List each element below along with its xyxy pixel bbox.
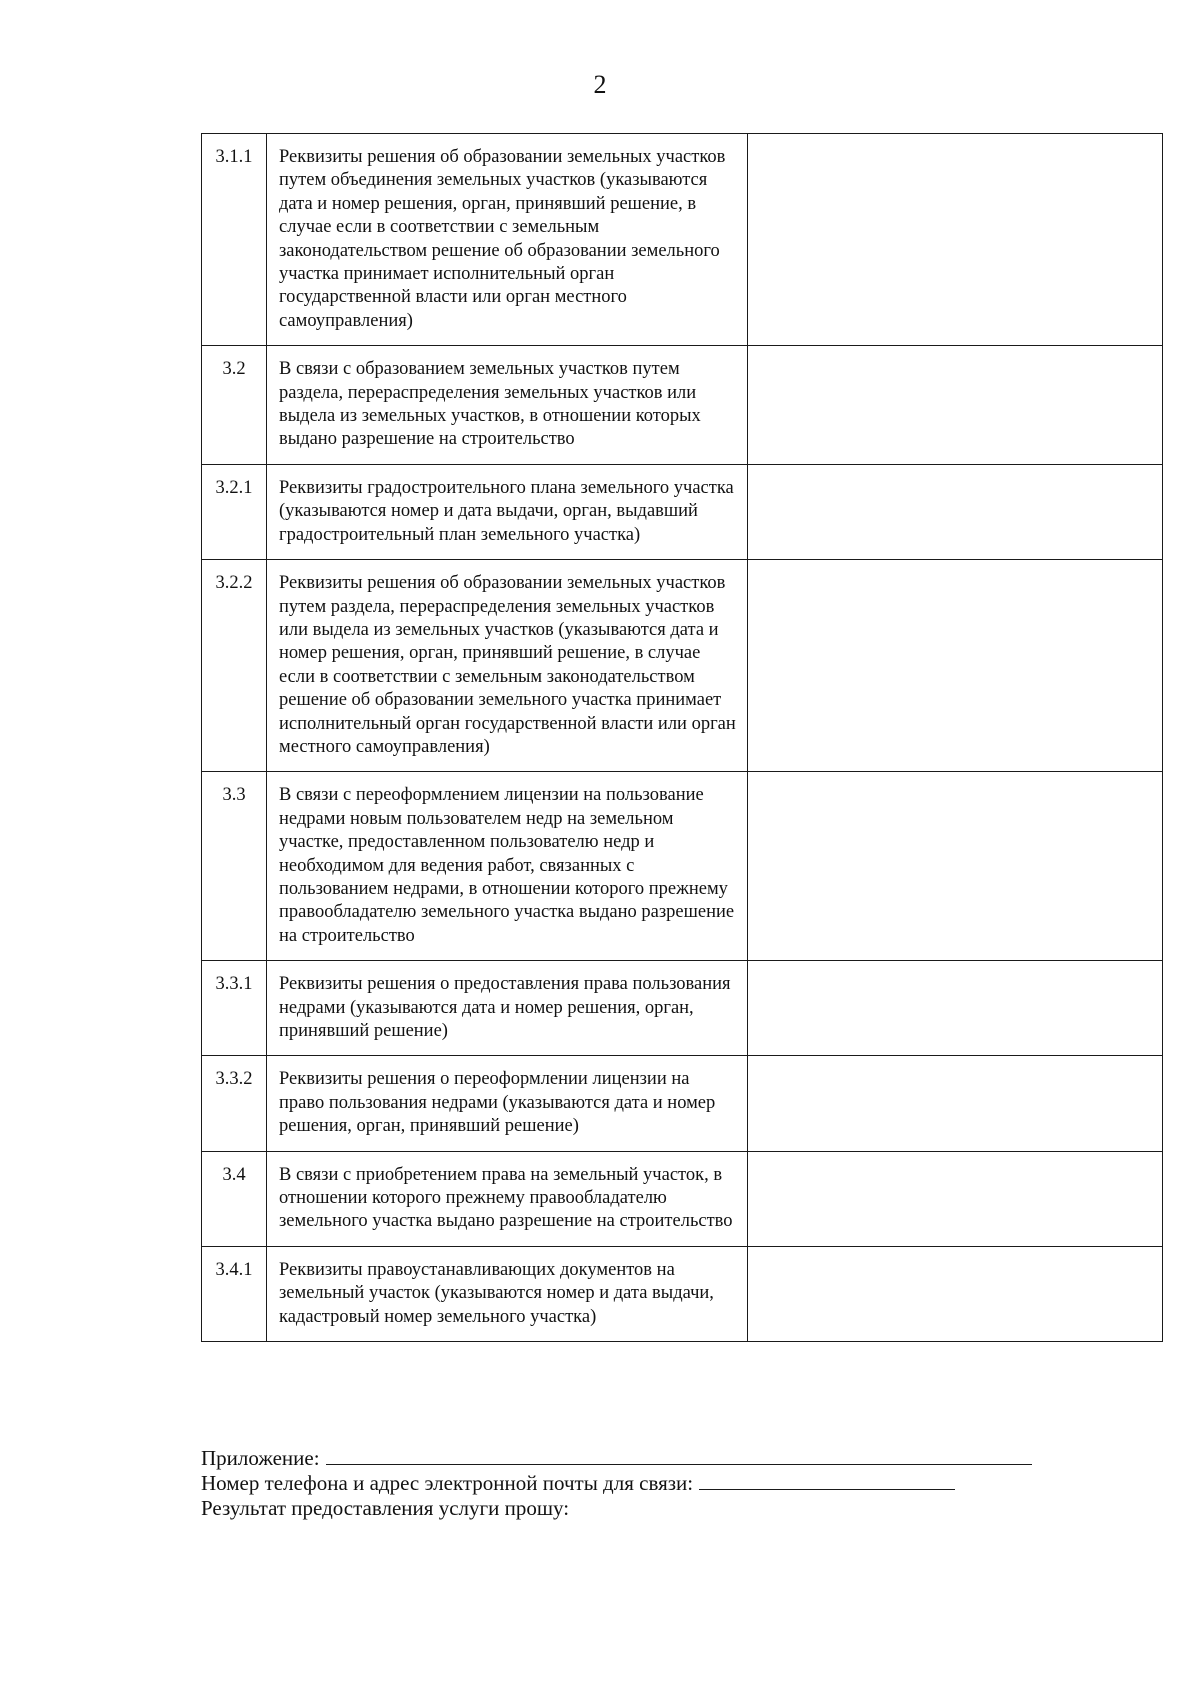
row-number: 3.2: [202, 346, 267, 465]
table-row: [202, 346, 1163, 465]
row-number: 3.1.1: [202, 134, 267, 346]
row-description: В связи с приобретением права на земельный участок, в отношении которого прежнему правообладателю земельного участка выдано разрешение на строительство: [267, 1151, 748, 1246]
row-description: Реквизиты решения о переоформлении лицензии на право пользования недрами (указываются дата и номер решения, орган, принявший решение): [267, 1056, 748, 1151]
table-row: [202, 464, 1163, 559]
row-description: В связи с переоформлением лицензии на пользование недрами новым пользователем недр на земельном участке, предоставленном пользователю недр и необходимом для ведения работ, связанных с пользованием недрами, в отношении которого прежнему правообладателю земельного участка выдано разрешение на строительство: [267, 772, 748, 961]
table-row: [202, 961, 1163, 1056]
table-row: [202, 1056, 1163, 1151]
row-number: 3.3: [202, 772, 267, 961]
row-value-field[interactable]: [748, 1151, 1163, 1246]
table-row: [202, 560, 1163, 772]
row-value-field[interactable]: [748, 346, 1163, 465]
row-number: 3.4: [202, 1151, 267, 1246]
contact-line: [201, 1471, 1101, 1496]
row-description: Реквизиты градостроительного плана земельного участка (указываются номер и дата выдачи, орган, выдавший градостроительный план земельного участка): [267, 464, 748, 559]
row-value-field[interactable]: [748, 772, 1163, 961]
attachment-line: [201, 1446, 1101, 1471]
row-value-field[interactable]: [748, 1246, 1163, 1341]
row-description: Реквизиты правоустанавливающих документов на земельный участок (указываются номер и дата выдачи, кадастровый номер земельного участка): [267, 1246, 748, 1341]
row-number: 3.2.1: [202, 464, 267, 559]
attachment-blank-field[interactable]: [326, 1446, 1032, 1465]
result-line: [201, 1496, 1101, 1521]
page-number: 2: [593, 70, 607, 99]
table-row: [202, 772, 1163, 961]
row-value-field[interactable]: [748, 464, 1163, 559]
row-value-field[interactable]: [748, 134, 1163, 346]
row-description: В связи с образованием земельных участков путем раздела, перераспределения земельных участков или выдела из земельных участков, в отношении которых выдано разрешение на строительство: [267, 346, 748, 465]
table-row: [202, 1151, 1163, 1246]
row-value-field[interactable]: [748, 961, 1163, 1056]
row-description: Реквизиты решения об образовании земельных участков путем раздела, перераспределения земельных участков или выдела из земельных участков (указываются дата и номер решения, орган, принявший решение, в случае если в соответствии с земельным законодательством решение об образовании земельного участка принимает исполнительный орган государственной власти или орган местного самоуправления): [267, 560, 748, 772]
attachment-label: Приложение:: [201, 1446, 320, 1470]
contact-blank-field[interactable]: [699, 1471, 955, 1490]
table-row: [202, 134, 1163, 346]
table-row: [202, 1246, 1163, 1341]
form-footer: [201, 1446, 1101, 1521]
row-number: 3.3.1: [202, 961, 267, 1056]
contact-label: Номер телефона и адрес электронной почты для связи:: [201, 1471, 694, 1495]
row-number: 3.4.1: [202, 1246, 267, 1341]
row-value-field[interactable]: [748, 1056, 1163, 1151]
row-value-field[interactable]: [748, 560, 1163, 772]
row-description: Реквизиты решения об образовании земельных участков путем объединения земельных участков (указываются дата и номер решения, орган, принявший решение, в случае если в соответствии с земельным законодательством решение об образовании земельного участка принимает исполнительный орган государственной власти или орган местного самоуправления): [267, 134, 748, 346]
row-description: Реквизиты решения о предоставления права пользования недрами (указываются дата и номер решения, орган, принявший решение): [267, 961, 748, 1056]
row-number: 3.2.2: [202, 560, 267, 772]
row-number: 3.3.2: [202, 1056, 267, 1151]
result-label: Результат предоставления услуги прошу:: [201, 1496, 570, 1520]
application-table: [201, 133, 1163, 1342]
